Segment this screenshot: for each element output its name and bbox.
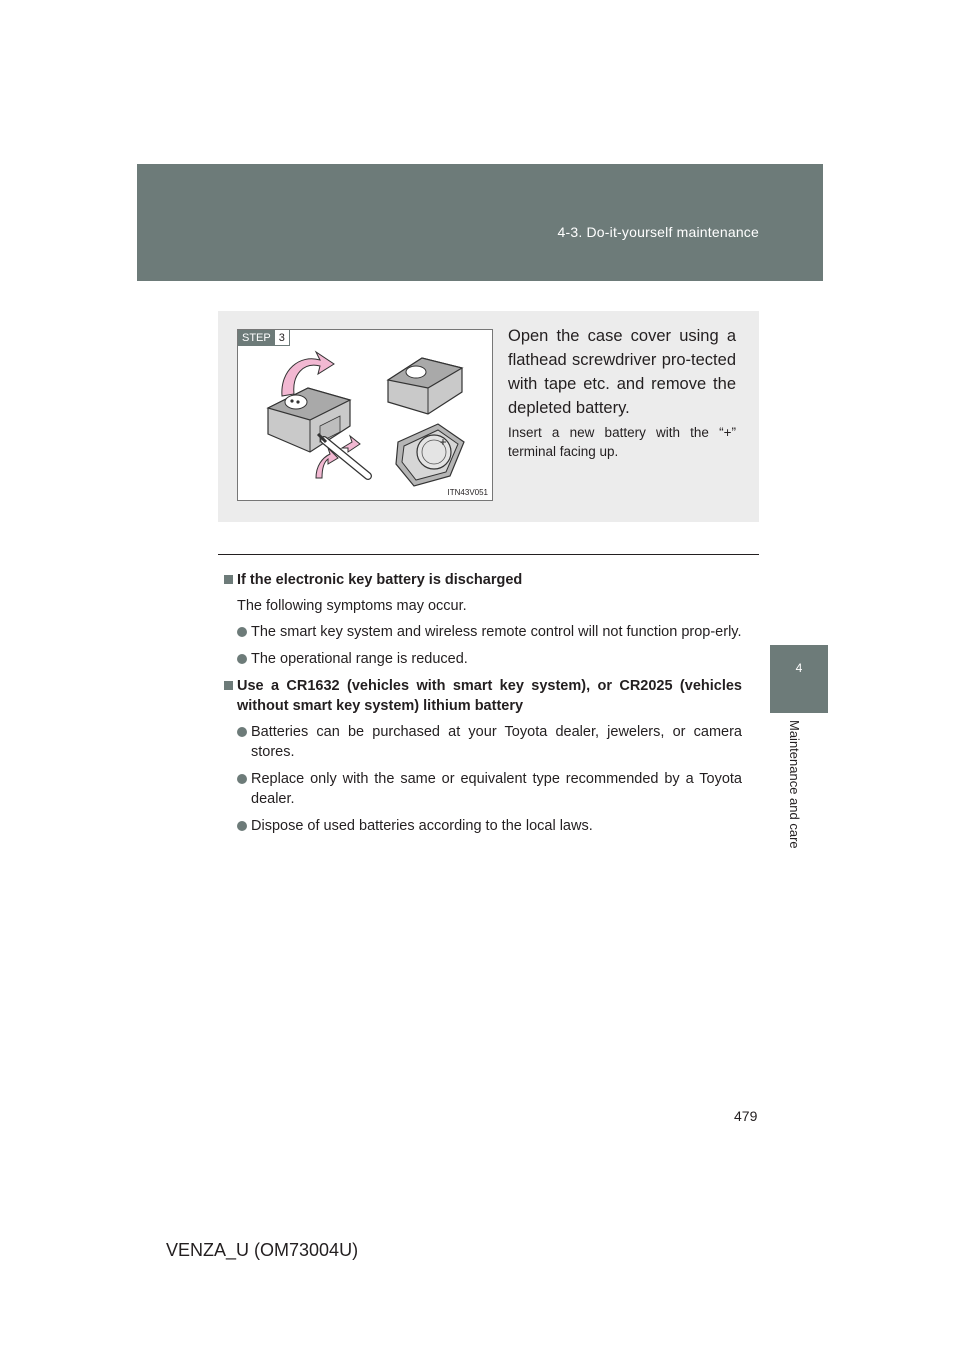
section-heading-text: If the electronic key battery is discharged [237,572,523,588]
list-item-text: Replace only with the same or equivalent type recommended by a Toyota dealer. [251,771,742,807]
key-illustration-drawing [238,330,492,500]
section-heading-text: Use a CR1632 (vehicles with smart key system), or CR2025 (vehicles without smart key system) lithium battery [237,678,742,714]
round-bullet-icon [237,627,247,637]
section-title: 4-3. Do-it-yourself maintenance [557,224,759,240]
list-item-text: The smart key system and wireless remote control will not function prop-erly. [251,624,742,640]
list-item-text: Dispose of used batteries according to the local laws. [251,818,593,834]
page-number: 479 [734,1108,758,1124]
list-item [224,816,742,836]
list-item-text: The operational range is reduced. [251,651,468,667]
step-instruction: Open the case cover using a flathead screwdriver pro-tected with tape etc. and remove the depleted battery. [508,327,736,417]
step-panel [218,311,759,522]
notes-content [224,570,742,843]
step-badge-label: STEP [238,330,275,346]
screwdriver-icon [318,434,368,476]
section-intro: The following symptoms may occur. [237,598,467,614]
section-heading [224,570,742,590]
key-cover-icon [388,358,462,414]
chapter-number: 4 [795,661,803,675]
square-bullet-icon [224,575,233,584]
round-bullet-icon [237,654,247,664]
chapter-label-text: Maintenance and care [787,720,802,849]
figure-code: ITN43V051 [447,488,488,497]
chapter-tab [770,645,828,713]
section-divider [218,554,759,555]
battery-case-icon [396,424,464,486]
list-item [224,769,742,809]
list-item [224,649,742,669]
step-badge-number: 3 [275,330,290,346]
round-bullet-icon [237,727,247,737]
manual-code: VENZA_U (OM73004U) [166,1240,359,1260]
header-band [137,164,823,281]
list-item [224,722,742,762]
round-bullet-icon [237,774,247,784]
list-item [224,622,742,642]
key-fob-open-icon [268,388,350,452]
list-item-text: Batteries can be purchased at your Toyota dealer, jewelers, or camera stores. [251,724,742,760]
round-bullet-icon [237,821,247,831]
key-battery-illustration [237,329,493,501]
square-bullet-icon [224,681,233,690]
section-heading [224,676,742,716]
insert-arrow-icon [342,436,360,452]
step-note: Insert a new battery with the “+” terminal facing up. [508,425,736,459]
chapter-label [784,720,804,870]
